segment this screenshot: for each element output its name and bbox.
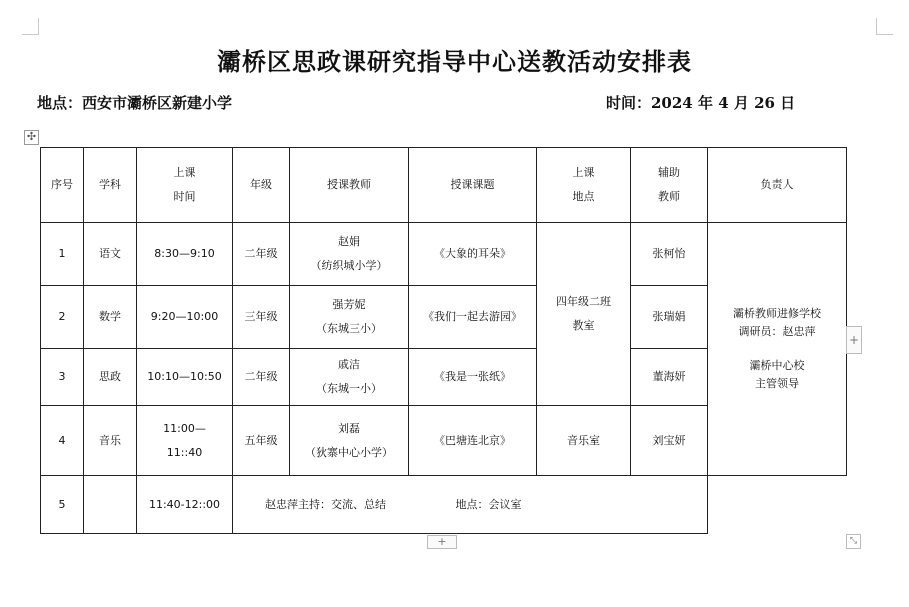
grade-cell: 二年级 <box>233 349 290 406</box>
header-assistant <box>631 148 708 223</box>
grade-cell: 二年级 <box>233 223 290 286</box>
table-resize-icon[interactable]: ⤡ <box>846 534 861 549</box>
time-line2: 11::40 <box>166 445 203 459</box>
table-row <box>41 223 847 286</box>
shared-place-line2: 教室 <box>572 319 595 332</box>
time-cell: 8:30—9:10 <box>137 223 233 286</box>
grade-cell: 五年级 <box>233 406 290 476</box>
header-leader: 负责人 <box>708 148 847 223</box>
seq-cell: 4 <box>41 406 84 476</box>
leader-line3: 灞桥中心校 <box>749 359 805 372</box>
seq-cell: 3 <box>41 349 84 406</box>
leader-line2: 调研员：赵忠萍 <box>738 325 816 338</box>
shared-place-cell <box>537 223 631 406</box>
header-subject: 学科 <box>84 148 137 223</box>
topic-cell: 《巴塘连北京》 <box>409 406 537 476</box>
time-cell: 11:40-12::00 <box>137 476 233 534</box>
header-teacher: 授课教师 <box>290 148 409 223</box>
leader-line4: 主管领导 <box>755 377 799 390</box>
time-line1: 11:00— <box>163 421 206 435</box>
header-place <box>537 148 631 223</box>
teacher-school: （东城三小） <box>316 322 382 335</box>
activity-place: 地点：会议室 <box>455 497 522 511</box>
teacher-cell <box>290 223 409 286</box>
subject-cell-empty <box>84 476 137 534</box>
grade-cell: 三年级 <box>233 286 290 349</box>
activity-text: 赵忠萍主持：交流、总结 <box>265 497 386 511</box>
seq-cell: 5 <box>41 476 84 534</box>
page-corner-mark-top-left <box>22 18 39 35</box>
table-row <box>41 476 847 534</box>
date-line: 时间：2024 年 4 月 26 日 <box>606 94 796 112</box>
header-time-line1: 上课 <box>173 166 196 179</box>
header-time <box>137 148 233 223</box>
teacher-school: （纺织城小学） <box>310 259 388 272</box>
seq-cell: 2 <box>41 286 84 349</box>
header-row <box>41 148 847 223</box>
header-place-line2: 地点 <box>572 190 595 203</box>
assistant-cell: 张柯怡 <box>631 223 708 286</box>
teacher-cell <box>290 406 409 476</box>
document-title: 灞桥区思政课研究指导中心送教活动安排表 <box>217 47 692 76</box>
topic-cell: 《大象的耳朵》 <box>409 223 537 286</box>
table-move-handle-icon[interactable]: ✣ <box>24 130 39 145</box>
teacher-school: （狄寨中心小学） <box>305 445 393 459</box>
header-topic: 授课课题 <box>409 148 537 223</box>
teacher-name: 刘磊 <box>338 421 360 435</box>
time-cell: 10:10—10:50 <box>137 349 233 406</box>
teacher-name: 强芳妮 <box>332 298 366 311</box>
subject-cell: 音乐 <box>84 406 137 476</box>
place-cell: 音乐室 <box>537 406 631 476</box>
header-grade: 年级 <box>233 148 290 223</box>
header-place-line1: 上课 <box>572 166 595 179</box>
seq-cell: 1 <box>41 223 84 286</box>
header-time-line2: 时间 <box>173 190 196 203</box>
header-assistant-line2: 教师 <box>658 190 680 203</box>
subject-cell: 语文 <box>84 223 137 286</box>
subject-cell: 思政 <box>84 349 137 406</box>
subject-cell: 数学 <box>84 286 137 349</box>
activity-cell <box>233 476 708 534</box>
header-seq: 序号 <box>41 148 84 223</box>
leader-line1: 灞桥教师进修学校 <box>733 307 821 320</box>
topic-cell: 《我们一起去游园》 <box>409 286 537 349</box>
assistant-cell: 刘宝妍 <box>631 406 708 476</box>
location-line: 地点：西安市灞桥区新建小学 <box>37 94 233 112</box>
topic-cell: 《我是一张纸》 <box>409 349 537 406</box>
teacher-cell <box>290 349 409 406</box>
schedule-table <box>40 147 847 534</box>
assistant-cell: 张瑞娟 <box>631 286 708 349</box>
leader-cell <box>708 223 847 476</box>
time-cell <box>137 406 233 476</box>
leader-spacer <box>708 341 846 357</box>
teacher-name: 戚洁 <box>338 358 360 371</box>
add-column-button[interactable]: + <box>846 326 862 354</box>
teacher-school: （东城一小） <box>316 382 382 395</box>
page-corner-mark-top-right <box>876 18 893 35</box>
teacher-name: 赵娟 <box>338 235 360 248</box>
assistant-cell: 董海妍 <box>631 349 708 406</box>
header-assistant-line1: 辅助 <box>658 166 680 179</box>
teacher-cell <box>290 286 409 349</box>
time-cell: 9:20—10:00 <box>137 286 233 349</box>
shared-place-line1: 四年级二班 <box>556 295 611 308</box>
add-row-button[interactable]: + <box>427 535 457 549</box>
